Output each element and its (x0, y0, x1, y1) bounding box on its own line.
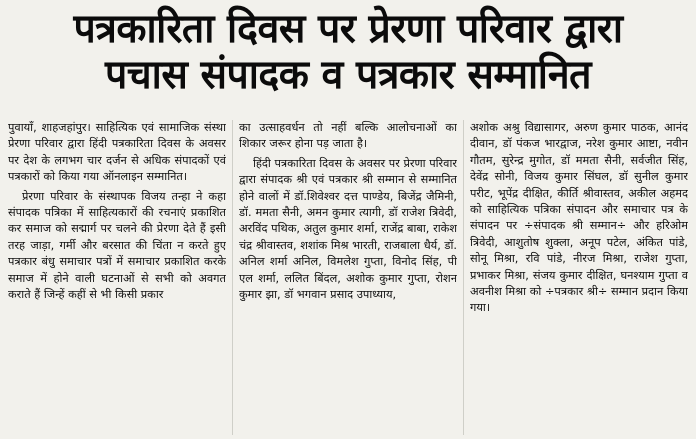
column-divider (463, 120, 464, 435)
column-1-paragraph-1: पुवायाँ, शाहजहांपुर। साहित्यिक एवं सामाजिक संस्था प्रेरणा परिवार द्वारा हिंदी पत्रकारिता दिवस के अवसर पर देश के लगभग चार दर्जन से अधिक संपादकों एवं पत्रकारों को किया गया ऑनलाइन सम्मानित। (8, 121, 226, 184)
article-body (8, 120, 688, 435)
column-divider (232, 120, 233, 435)
column-1-paragraph-2: प्रेरणा परिवार के संस्थापक विजय तन्हा ने कहा संपादक पत्रिका में साहित्यकारों की रचनाएं प्रकाशित कर समाज को सद्मार्ग पर चलने की प्रेरणा देते हैं इसी तरह जाड़ा, गर्मी और बरसात की चिंता न करते हुए पत्रकार बंधु समाचार पत्रों में समाचार प्रकाशित करके समाज में होने वाली घटनाओं से सभी को अवगत कराते हैं जिन्हें कहीं से भी किसी प्रकार (8, 189, 226, 302)
article-column-2 (239, 120, 457, 435)
column-2-paragraph-2: हिंदी पत्रकारिता दिवस के अवसर पर प्रेरणा परिवार द्वारा संपादक श्री एवं पत्रकार श्री सम्मान से सम्मानित होने वालों में डॉ.शिवेश्वर दत्त पाण्डेय, बिजेंद्र जैमिनी, डॉ. ममता सैनी, अमन कुमार त्यागी, डॉ राजेश त्रिवेदी, अरविंद पथिक, अतुल कुमार शर्मा, राजेंद्र बाबा, राकेश चंद्र श्रीवास्तव, शशांक मिश्र भारती, राजबाला धैर्य, डॉ. अनिल शर्मा अनिल, विमलेश गुप्ता, विनोद सिंह, पी एल शर्मा, ललित बिंदल, अशोक कुमार गुप्ता, रोशन कुमार झा, डॉ भगवान प्रसाद उपाध्याय, (239, 156, 457, 302)
headline-line-2: पचास संपादक व पत्रकार सम्मानित (104, 52, 592, 98)
column-3-paragraph-1: अशोक अश्रु विद्यासागर, अरुण कुमार पाठक, आनंद दीवान, डॉ पंकज भारद्वाज, नरेश कुमार आष्टा, नवीन गौतम, सुरेन्द्र मुगोत, डॉ ममता सैनी, सर्वजीत सिंह, देवेंद्र सोनी, विजय कुमार सिंघल, डॉ सुनील कुमार परीट, भूपेंद्र दीक्षित, कीर्ति श्रीवास्तव, अकील अहमद को साहित्यिक पत्रिका संपादन और समाचार पत्र के संपादन पर ÷संपादक श्री सम्मान÷ और हरिओम त्रिवेदी, आशुतोष शुक्ला, अनूप पटेल, अंकित पांडे, सोनू मिश्रा, रवि पांडे, नीरज मिश्रा, राजेश गुप्ता, प्रभाकर मिश्रा, संजय कुमार दीक्षित, घनश्याम गुप्ता व अवनीश मिश्रा को ÷पत्रकार श्री÷ सम्मान प्रदान किया गया। (470, 121, 688, 315)
article-column-1 (8, 120, 226, 435)
article-column-3 (470, 120, 688, 435)
headline (15, 6, 681, 98)
headline-line-1: पत्रकारिता दिवस पर प्रेरणा परिवार द्वारा (73, 6, 623, 52)
column-2-paragraph-1: का उत्साहवर्धन तो नहीं बल्कि आलोचनाओं का शिकार जरूर होना पड़ जाता है। (239, 121, 457, 151)
